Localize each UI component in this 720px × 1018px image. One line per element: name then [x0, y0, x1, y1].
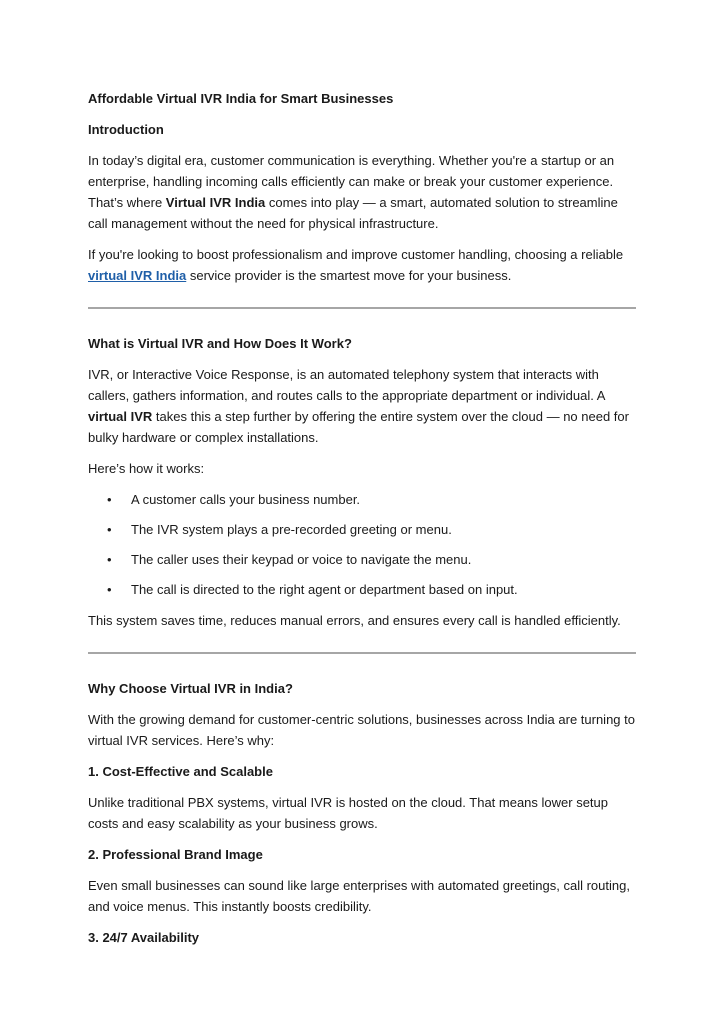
horizontal-rule [88, 307, 636, 309]
list-item-text: A customer calls your business number. [131, 492, 361, 507]
list-item-text: The call is directed to the right agent or department based on input. [131, 582, 518, 597]
section-heading-what-is-virtual-ivr: What is Virtual IVR and How Does It Work? [88, 336, 352, 351]
bullet-icon: • [107, 522, 112, 537]
bullet-icon: • [107, 582, 112, 597]
what-paragraph-2: Here’s how it works: [88, 461, 205, 476]
subheading-availability: 3. 24/7 Availability [88, 930, 200, 945]
subheading-professional-brand: 2. Professional Brand Image [88, 847, 263, 862]
intro-p1-bold: Virtual IVR India [165, 195, 266, 210]
intro-p2-text-a: If you're looking to boost professionalism and improve customer handling, choosing a reliable [88, 247, 624, 262]
what-p1-bold: virtual IVR [88, 409, 153, 424]
intro-p2-text-b: service provider is the smartest move for your business. [186, 268, 512, 283]
intro-paragraph-2 [88, 244, 636, 286]
how-it-works-list [88, 489, 636, 600]
list-item [88, 579, 636, 600]
what-p1-text-b: takes this a step further by offering the entire system over the cloud — no need for bulky hardware or complex installations. [88, 409, 629, 445]
section-heading-why-choose: Why Choose Virtual IVR in India? [88, 681, 293, 696]
list-item-text: The caller uses their keypad or voice to navigate the menu. [131, 552, 472, 567]
why-paragraph-1: With the growing demand for customer-centric solutions, businesses across India are turning to virtual IVR services. Here’s why: [88, 712, 635, 748]
horizontal-rule [88, 652, 636, 654]
intro-paragraph-1 [88, 150, 636, 234]
what-p1-text-a: IVR, or Interactive Voice Response, is an automated telephony system that interacts with callers, gathers information, and routes calls to the appropriate department or individual. A [88, 367, 605, 403]
document-title: Affordable Virtual IVR India for Smart Businesses [88, 91, 394, 106]
subheading-cost-effective: 1. Cost-Effective and Scalable [88, 764, 273, 779]
document-body [88, 88, 636, 948]
bullet-icon: • [107, 492, 112, 507]
intro-p1-text-a: In today’s digital era, customer communication is everything. Whether you're a startup or an enterprise, handling incoming calls efficiently can make or break your customer experience. That’s where [88, 153, 615, 210]
bullet-icon: • [107, 552, 112, 567]
section-heading-introduction: Introduction [88, 122, 164, 137]
list-item [88, 489, 636, 510]
cost-effective-text: Unlike traditional PBX systems, virtual IVR is hosted on the cloud. That means lower setup costs and easy scalability as your business grows. [88, 795, 609, 831]
list-item [88, 519, 636, 540]
intro-p1-text-b: comes into play — a smart, automated solution to streamline call management without the need for physical infrastructure. [88, 195, 618, 231]
what-paragraph-1 [88, 364, 636, 448]
professional-brand-text: Even small businesses can sound like large enterprises with automated greetings, call routing, and voice menus. This instantly boosts credibility. [88, 878, 630, 914]
what-paragraph-3: This system saves time, reduces manual errors, and ensures every call is handled efficiently. [88, 613, 621, 628]
list-item [88, 549, 636, 570]
list-item-text: The IVR system plays a pre-recorded greeting or menu. [131, 522, 452, 537]
virtual-ivr-india-link[interactable]: virtual IVR India [88, 268, 187, 283]
